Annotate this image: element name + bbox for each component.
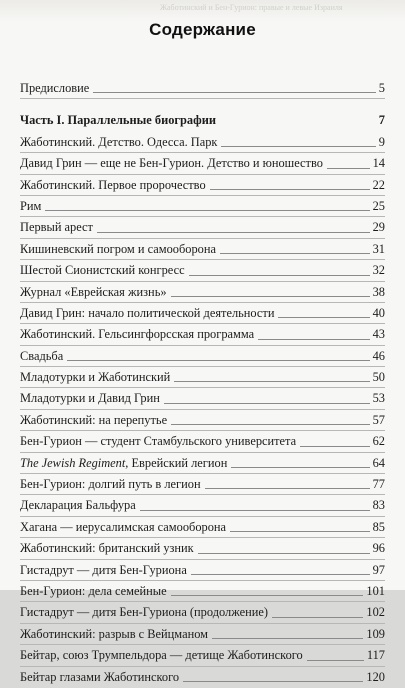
toc-leader (174, 381, 369, 382)
toc-leader (278, 317, 369, 318)
toc-entry (20, 517, 385, 538)
toc-leader (171, 296, 370, 297)
toc-page-number: 96 (372, 541, 385, 556)
toc-leader (97, 232, 370, 233)
toc-entry-title: Бейтар, союз Трумпельдора — детище Жаботинского (20, 648, 303, 663)
toc-entry-title: Младотурки и Жаботинский (20, 370, 171, 385)
toc-leader (307, 660, 364, 661)
toc-page-number: 5 (378, 81, 385, 95)
toc-page-number: 117 (366, 648, 385, 663)
toc-page-number: 29 (372, 220, 385, 235)
toc-page-number: 53 (372, 391, 385, 406)
page-title: Содержание (149, 20, 256, 39)
toc-entry-title: Жаботинский: британский узник (20, 541, 194, 556)
toc-entry-title: Кишиневский погром и самооборона (20, 241, 216, 256)
toc-entry (20, 282, 385, 303)
toc-leader (210, 189, 370, 190)
toc-leader (140, 510, 370, 511)
toc-entry-title: Давид Грин: начало политической деятельности (20, 305, 275, 320)
toc-page-number: 64 (372, 455, 385, 470)
toc-page-number: 38 (372, 284, 385, 299)
toc-entry (20, 602, 385, 623)
toc-page-number: 102 (366, 605, 385, 620)
toc-page-number: 83 (372, 498, 385, 513)
toc-entry-title: Хагана — иерусалимская самооборона (20, 519, 227, 534)
toc-page-number: 97 (372, 562, 385, 577)
toc-entry (20, 560, 385, 581)
toc-entry (20, 645, 385, 666)
bleed-through-header (0, 0, 405, 22)
toc-page-number: 43 (372, 327, 385, 342)
toc-entry-title: Шестой Сионистский конгресс (20, 263, 185, 278)
toc-leader (198, 553, 370, 554)
toc-page-number: 32 (372, 263, 385, 278)
toc-leader (189, 275, 370, 276)
toc-page-number: 120 (366, 669, 385, 684)
toc-entry (20, 453, 385, 474)
toc-page-number: 22 (372, 177, 385, 192)
toc-leader (258, 339, 369, 340)
toc-leader (221, 146, 375, 147)
toc-entry (20, 78, 385, 99)
toc-entry (20, 324, 385, 345)
toc-entry (20, 667, 385, 687)
toc-leader (171, 424, 370, 425)
table-of-contents (20, 78, 385, 687)
toc-leader (272, 617, 363, 618)
toc-entry-title: Жаботинский. Гельсингфорсская программа (20, 327, 255, 342)
toc-entry (20, 239, 385, 260)
toc-entry (20, 346, 385, 367)
toc-entry-title: Рим (20, 198, 42, 213)
toc-leader (171, 595, 364, 596)
toc-page-number: 7 (378, 113, 385, 128)
toc-leader (93, 92, 376, 93)
toc-entry-title: Предисловие (20, 81, 90, 95)
section-gap (20, 99, 385, 110)
toc-entry (20, 260, 385, 281)
toc-page-number: 46 (372, 348, 385, 363)
toc-entry (20, 474, 385, 495)
toc-entry-title: Бен-Гурион — студент Стамбульского университета (20, 434, 297, 449)
toc-entry (20, 196, 385, 217)
toc-entry-title: Бен-Гурион: долгий путь в легион (20, 477, 201, 492)
toc-entry (20, 624, 385, 645)
toc-page-number: 57 (372, 412, 385, 427)
toc-entry (20, 388, 385, 409)
toc-leader (231, 467, 369, 468)
toc-leader (45, 210, 369, 211)
toc-entry-title: Бен-Гурион: дела семейные (20, 583, 167, 598)
toc-leader (300, 446, 369, 447)
toc-page-number: 77 (372, 477, 385, 492)
toc-leader (164, 403, 370, 404)
toc-entry-title: Бейтар глазами Жаботинского (20, 669, 180, 684)
toc-entry (20, 495, 385, 516)
toc-page-number: 31 (372, 241, 385, 256)
toc-leader (327, 168, 370, 169)
toc-entry (20, 303, 385, 324)
toc-entry-title: Жаботинский. Детство. Одесса. Парк (20, 134, 218, 149)
toc-leader (183, 681, 363, 682)
toc-entry (20, 367, 385, 388)
toc-page-number: 40 (372, 305, 385, 320)
toc-part-heading (20, 110, 385, 131)
toc-entry-title: Жаботинский. Первое пророчество (20, 177, 206, 192)
toc-page-number: 50 (372, 370, 385, 385)
toc-leader (212, 638, 363, 639)
toc-leader (230, 531, 370, 532)
toc-entry (20, 581, 385, 602)
toc-page-number: 62 (372, 434, 385, 449)
toc-entry-title-rest: , Еврейский легион (125, 455, 228, 470)
toc-entry-title: Журнал «Еврейская жизнь» (20, 284, 167, 299)
toc-entry-title: Гистадрут — дитя Бен-Гуриона (20, 562, 187, 577)
toc-leader (67, 360, 369, 361)
toc-entry-title-italic: The Jewish Regiment (20, 455, 126, 470)
toc-page-number: 101 (366, 583, 385, 598)
toc-leader (191, 574, 370, 575)
bleed-through-text: Жаботинский и Бен-Гурион: правые и левые Израиля (160, 3, 343, 12)
toc-entry-title (20, 453, 227, 474)
toc-page-number: 14 (372, 156, 385, 171)
toc-page-number: 109 (366, 626, 385, 641)
toc-entry (20, 217, 385, 238)
toc-page-number: 85 (372, 519, 385, 534)
toc-entry-title: Жаботинский: на перепутье (20, 412, 168, 427)
toc-entry (20, 175, 385, 196)
toc-entry-title: Первый арест (20, 220, 93, 235)
toc-entry-title: Гистадрут — дитя Бен-Гуриона (продолжение) (20, 605, 269, 620)
toc-entry-title: Жаботинский: разрыв с Вейцманом (20, 626, 208, 641)
toc-entry-title: Часть I. Параллельные биографии (20, 113, 216, 128)
toc-entry (20, 132, 385, 153)
toc-leader (220, 253, 370, 254)
toc-entry (20, 153, 385, 174)
toc-entry (20, 410, 385, 431)
toc-page-number: 9 (378, 134, 385, 149)
toc-entry (20, 538, 385, 559)
toc-leader (205, 488, 370, 489)
toc-page-number: 25 (372, 198, 385, 213)
toc-entry-title: Свадьба (20, 348, 64, 363)
toc-entry-title: Младотурки и Давид Грин (20, 391, 160, 406)
toc-entry (20, 431, 385, 452)
toc-entry-title: Декларация Бальфура (20, 498, 136, 513)
toc-entry-title: Давид Грин — еще не Бен-Гурион. Детство и юношество (20, 156, 323, 171)
